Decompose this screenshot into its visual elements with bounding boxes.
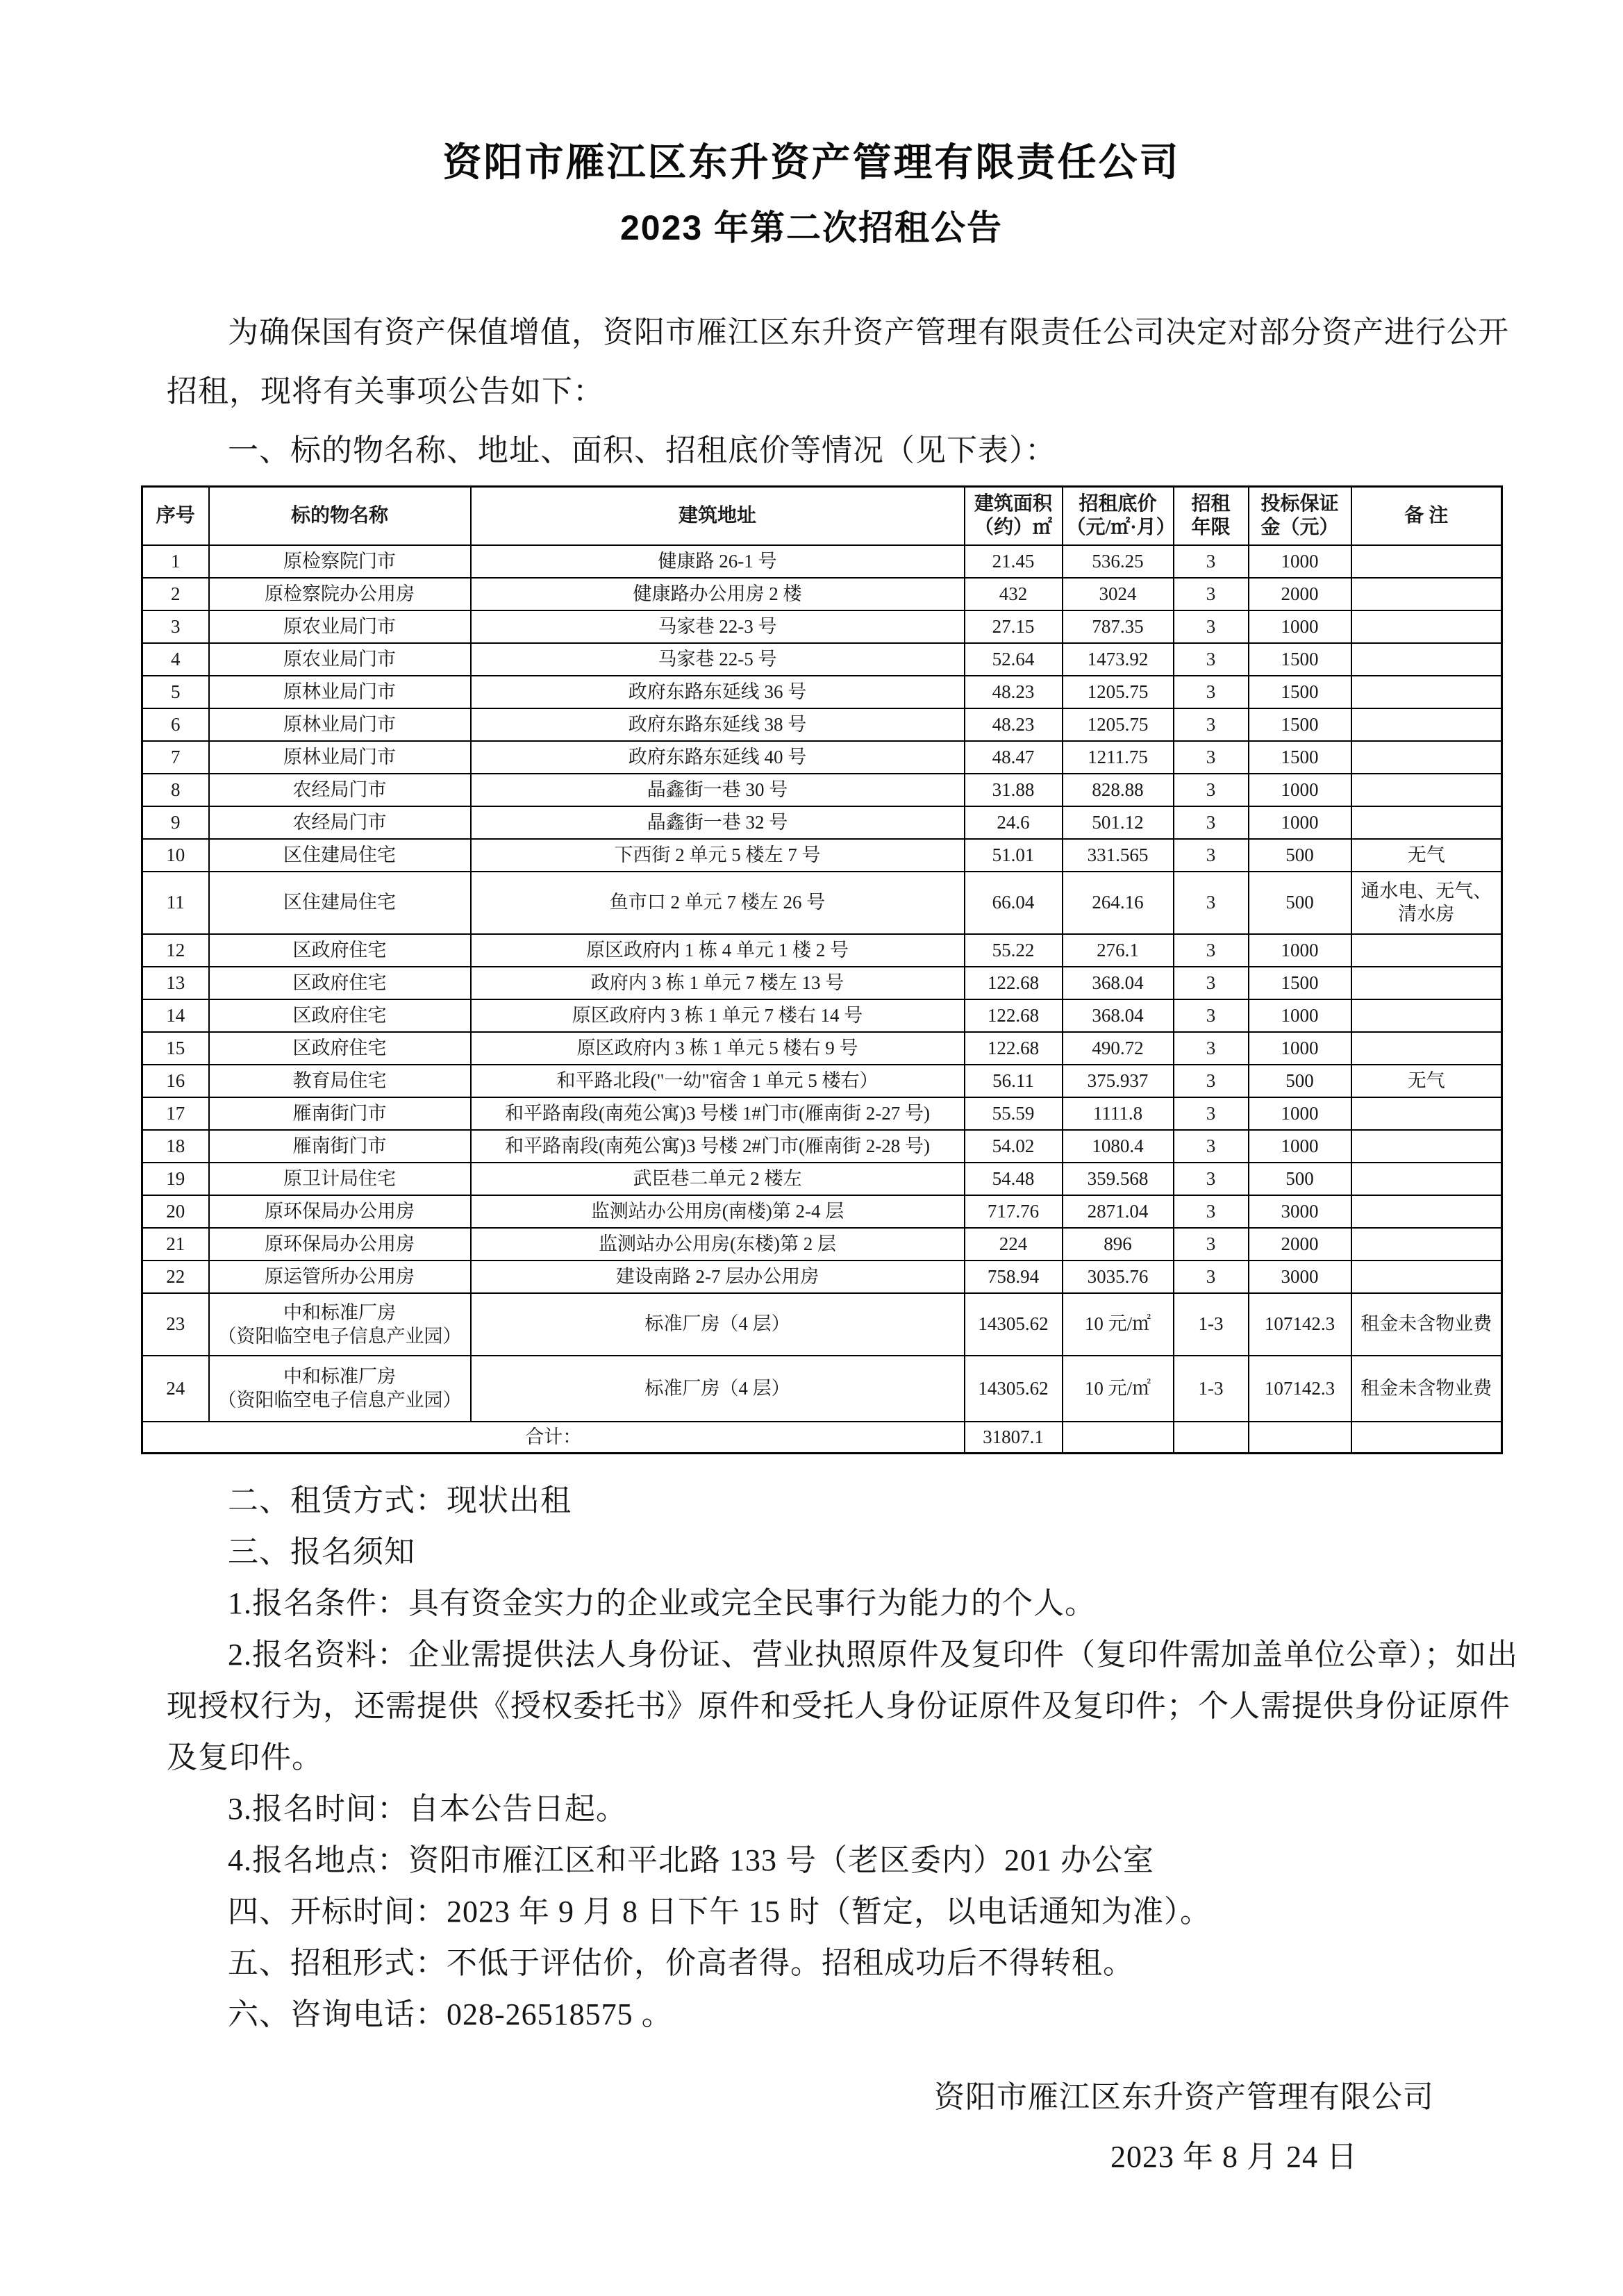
cell-deposit: 1500 bbox=[1249, 676, 1351, 708]
section-contact-phone: 六、咨询电话：028-26518575 。 bbox=[228, 1997, 673, 2031]
cell-address: 标准厂房（4 层） bbox=[471, 1356, 965, 1422]
cell-address: 标准厂房（4 层） bbox=[471, 1293, 965, 1356]
cell-remark bbox=[1351, 1032, 1502, 1065]
cell-price: 331.565 bbox=[1063, 839, 1174, 872]
cell-price: 490.72 bbox=[1063, 1032, 1174, 1065]
intro-block bbox=[167, 303, 1524, 480]
cell-name: 区政府住宅 bbox=[209, 999, 471, 1032]
cell-name: 原检察院门市 bbox=[209, 545, 471, 578]
cell-remark bbox=[1351, 643, 1502, 676]
cell-area: 55.22 bbox=[965, 934, 1063, 967]
item-registration-condition: 1.报名条件：具有资金实力的企业或完全民事行为能力的个人。 bbox=[228, 1586, 1096, 1620]
cell-remark bbox=[1351, 741, 1502, 774]
header-address: 建筑地址 bbox=[471, 487, 965, 545]
cell-no: 11 bbox=[142, 872, 209, 934]
cell-name: 区住建局住宅 bbox=[209, 872, 471, 934]
cell-area: 432 bbox=[965, 578, 1063, 610]
cell-name: 区住建局住宅 bbox=[209, 839, 471, 872]
cell-price: 368.04 bbox=[1063, 967, 1174, 999]
table-row bbox=[142, 967, 1502, 999]
cell-years: 3 bbox=[1174, 610, 1249, 643]
cell-price: 368.04 bbox=[1063, 999, 1174, 1032]
cell-name: 农经局门市 bbox=[209, 774, 471, 806]
cell-no: 20 bbox=[142, 1195, 209, 1228]
cell-name: 原林业局门市 bbox=[209, 741, 471, 774]
cell-deposit: 1000 bbox=[1249, 1130, 1351, 1163]
cell-deposit: 1000 bbox=[1249, 806, 1351, 839]
cell-remark bbox=[1351, 1195, 1502, 1228]
cell-years: 3 bbox=[1174, 1065, 1249, 1097]
cell-deposit: 1000 bbox=[1249, 774, 1351, 806]
section-rental-method: 二、租赁方式：现状出租 bbox=[228, 1483, 572, 1517]
signature-block bbox=[0, 2079, 1623, 2175]
cell-area: 717.76 bbox=[965, 1195, 1063, 1228]
cell-price: 1111.8 bbox=[1063, 1097, 1174, 1130]
cell-price: 264.16 bbox=[1063, 872, 1174, 934]
cell-address: 和平路北段("一幼"宿舍 1 单元 5 楼右） bbox=[471, 1065, 965, 1097]
total-row bbox=[142, 1422, 1502, 1454]
table-row bbox=[142, 1195, 1502, 1228]
rent-table bbox=[141, 485, 1503, 1454]
section-bid-opening-time: 四、开标时间：2023 年 9 月 8 日下午 15 时（暂定，以电话通知为准）。 bbox=[228, 1895, 1211, 1929]
cell-area: 224 bbox=[965, 1228, 1063, 1261]
cell-address: 原区政府内 3 栋 1 单元 7 楼右 14 号 bbox=[471, 999, 965, 1032]
cell-years: 3 bbox=[1174, 643, 1249, 676]
header-deposit: 投标保证 金（元） bbox=[1249, 487, 1351, 545]
table-row bbox=[142, 1032, 1502, 1065]
cell-address: 鱼市口 2 单元 7 楼左 26 号 bbox=[471, 872, 965, 934]
table-header-row bbox=[142, 487, 1502, 545]
cell-address: 政府东路东延线 38 号 bbox=[471, 708, 965, 741]
header-area: 建筑面积 （约）㎡ bbox=[965, 487, 1063, 545]
cell-area: 55.59 bbox=[965, 1097, 1063, 1130]
cell-price: 359.568 bbox=[1063, 1163, 1174, 1195]
cell-no: 18 bbox=[142, 1130, 209, 1163]
cell-name: 原农业局门市 bbox=[209, 610, 471, 643]
cell-name: 区政府住宅 bbox=[209, 934, 471, 967]
cell-price: 828.88 bbox=[1063, 774, 1174, 806]
cell-no: 8 bbox=[142, 774, 209, 806]
table-row bbox=[142, 578, 1502, 610]
section-rental-form: 五、招租形式：不低于评估价，价高者得。招租成功后不得转租。 bbox=[228, 1946, 1134, 1980]
cell-no: 12 bbox=[142, 934, 209, 967]
cell-address: 健康路办公用房 2 楼 bbox=[471, 578, 965, 610]
cell-no: 5 bbox=[142, 676, 209, 708]
cell-years: 3 bbox=[1174, 1261, 1249, 1293]
cell-deposit: 500 bbox=[1249, 1065, 1351, 1097]
cell-address: 健康路 26-1 号 bbox=[471, 545, 965, 578]
cell-years: 1-3 bbox=[1174, 1293, 1249, 1356]
page-title: 资阳市雁江区东升资产管理有限责任公司 bbox=[442, 140, 1181, 184]
table-row bbox=[142, 934, 1502, 967]
cell-remark bbox=[1351, 774, 1502, 806]
cell-deposit: 500 bbox=[1249, 839, 1351, 872]
cell-deposit: 1000 bbox=[1249, 545, 1351, 578]
cell-price: 501.12 bbox=[1063, 806, 1174, 839]
cell-name: 农经局门市 bbox=[209, 806, 471, 839]
cell-years: 3 bbox=[1174, 839, 1249, 872]
cell-area: 54.02 bbox=[965, 1130, 1063, 1163]
cell-remark bbox=[1351, 967, 1502, 999]
cell-area: 48.47 bbox=[965, 741, 1063, 774]
section-registration-notice: 三、报名须知 bbox=[228, 1535, 415, 1569]
cell-years: 3 bbox=[1174, 774, 1249, 806]
intro-paragraph: 为确保国有资产保值增值，资阳市雁江区东升资产管理有限责任公司决定对部分资产进行公开招租，现将有关事项公告如下： bbox=[167, 315, 1509, 408]
cell-area: 24.6 bbox=[965, 806, 1063, 839]
cell-address: 和平路南段(南苑公寓)3 号楼 2#门市(雁南街 2-28 号) bbox=[471, 1130, 965, 1163]
cell-remark bbox=[1351, 934, 1502, 967]
cell-deposit: 1000 bbox=[1249, 934, 1351, 967]
cell-years: 3 bbox=[1174, 1130, 1249, 1163]
cell-deposit: 107142.3 bbox=[1249, 1356, 1351, 1422]
cell-address: 马家巷 22-3 号 bbox=[471, 610, 965, 643]
cell-price: 10 元/㎡ bbox=[1063, 1356, 1174, 1422]
cell-area: 122.68 bbox=[965, 967, 1063, 999]
cell-name: 原运管所办公用房 bbox=[209, 1261, 471, 1293]
cell-no: 10 bbox=[142, 839, 209, 872]
item-registration-materials: 2.报名资料：企业需提供法人身份证、营业执照原件及复印件（复印件需加盖单位公章）；如出现授权行为，还需提供《授权委托书》原件和受托人身份证原件及复印件；个人需提供身份证原件及复印件。 bbox=[167, 1638, 1518, 1774]
total-remark-empty bbox=[1351, 1422, 1502, 1454]
cell-area: 54.48 bbox=[965, 1163, 1063, 1195]
table-row bbox=[142, 1261, 1502, 1293]
total-area: 31807.1 bbox=[965, 1422, 1063, 1454]
cell-price: 1473.92 bbox=[1063, 643, 1174, 676]
cell-deposit: 1000 bbox=[1249, 1032, 1351, 1065]
cell-deposit: 2000 bbox=[1249, 578, 1351, 610]
cell-years: 3 bbox=[1174, 967, 1249, 999]
cell-remark bbox=[1351, 1261, 1502, 1293]
cell-price: 536.25 bbox=[1063, 545, 1174, 578]
cell-address: 建设南路 2-7 层办公用房 bbox=[471, 1261, 965, 1293]
table-row bbox=[142, 1163, 1502, 1195]
signature-company: 资阳市雁江区东升资产管理有限公司 bbox=[934, 2080, 1434, 2114]
cell-area: 51.01 bbox=[965, 839, 1063, 872]
cell-years: 3 bbox=[1174, 1228, 1249, 1261]
cell-price: 1205.75 bbox=[1063, 708, 1174, 741]
cell-remark: 通水电、无气、清水房 bbox=[1351, 872, 1502, 934]
cell-address: 马家巷 22-5 号 bbox=[471, 643, 965, 676]
cell-years: 3 bbox=[1174, 545, 1249, 578]
cell-years: 3 bbox=[1174, 999, 1249, 1032]
cell-years: 3 bbox=[1174, 741, 1249, 774]
cell-remark bbox=[1351, 1097, 1502, 1130]
cell-address: 政府东路东延线 40 号 bbox=[471, 741, 965, 774]
cell-deposit: 1500 bbox=[1249, 741, 1351, 774]
cell-no: 15 bbox=[142, 1032, 209, 1065]
cell-remark bbox=[1351, 545, 1502, 578]
cell-name: 原环保局办公用房 bbox=[209, 1228, 471, 1261]
cell-years: 3 bbox=[1174, 676, 1249, 708]
cell-remark bbox=[1351, 1228, 1502, 1261]
cell-address: 政府东路东延线 36 号 bbox=[471, 676, 965, 708]
cell-price: 3024 bbox=[1063, 578, 1174, 610]
cell-name: 雁南街门市 bbox=[209, 1097, 471, 1130]
table-row bbox=[142, 676, 1502, 708]
item-registration-address: 4.报名地点：资阳市雁江区和平北路 133 号（老区委内）201 办公室 bbox=[228, 1843, 1154, 1877]
cell-no: 16 bbox=[142, 1065, 209, 1097]
cell-area: 758.94 bbox=[965, 1261, 1063, 1293]
cell-remark bbox=[1351, 1130, 1502, 1163]
cell-area: 56.11 bbox=[965, 1065, 1063, 1097]
table-row bbox=[142, 999, 1502, 1032]
table-row bbox=[142, 872, 1502, 934]
cell-price: 1080.4 bbox=[1063, 1130, 1174, 1163]
cell-no: 14 bbox=[142, 999, 209, 1032]
cell-no: 6 bbox=[142, 708, 209, 741]
cell-price: 3035.76 bbox=[1063, 1261, 1174, 1293]
header-name: 标的物名称 bbox=[209, 487, 471, 545]
cell-price: 375.937 bbox=[1063, 1065, 1174, 1097]
cell-years: 3 bbox=[1174, 1097, 1249, 1130]
table-row bbox=[142, 1097, 1502, 1130]
cell-address: 武臣巷二单元 2 楼左 bbox=[471, 1163, 965, 1195]
cell-area: 14305.62 bbox=[965, 1293, 1063, 1356]
cell-deposit: 3000 bbox=[1249, 1261, 1351, 1293]
cell-area: 31.88 bbox=[965, 774, 1063, 806]
cell-name: 原检察院办公用房 bbox=[209, 578, 471, 610]
cell-deposit: 1500 bbox=[1249, 643, 1351, 676]
cell-no: 21 bbox=[142, 1228, 209, 1261]
cell-address: 原区政府内 1 栋 4 单元 1 楼 2 号 bbox=[471, 934, 965, 967]
cell-area: 52.64 bbox=[965, 643, 1063, 676]
cell-area: 27.15 bbox=[965, 610, 1063, 643]
cell-name: 原环保局办公用房 bbox=[209, 1195, 471, 1228]
cell-area: 66.04 bbox=[965, 872, 1063, 934]
cell-address: 政府内 3 栋 1 单元 7 楼左 13 号 bbox=[471, 967, 965, 999]
cell-years: 3 bbox=[1174, 934, 1249, 967]
notice-sections bbox=[167, 1475, 1526, 2040]
cell-years: 1-3 bbox=[1174, 1356, 1249, 1422]
table-row bbox=[142, 839, 1502, 872]
cell-no: 4 bbox=[142, 643, 209, 676]
cell-price: 1205.75 bbox=[1063, 676, 1174, 708]
total-deposit-empty bbox=[1249, 1422, 1351, 1454]
cell-no: 24 bbox=[142, 1356, 209, 1422]
cell-name: 雁南街门市 bbox=[209, 1130, 471, 1163]
cell-remark: 租金未含物业费 bbox=[1351, 1293, 1502, 1356]
cell-remark bbox=[1351, 610, 1502, 643]
cell-no: 17 bbox=[142, 1097, 209, 1130]
cell-remark bbox=[1351, 999, 1502, 1032]
table-row bbox=[142, 774, 1502, 806]
cell-deposit: 1000 bbox=[1249, 610, 1351, 643]
cell-name: 原卫计局住宅 bbox=[209, 1163, 471, 1195]
cell-name: 区政府住宅 bbox=[209, 967, 471, 999]
cell-name: 教育局住宅 bbox=[209, 1065, 471, 1097]
cell-area: 122.68 bbox=[965, 1032, 1063, 1065]
cell-no: 2 bbox=[142, 578, 209, 610]
cell-remark: 租金未含物业费 bbox=[1351, 1356, 1502, 1422]
cell-years: 3 bbox=[1174, 1195, 1249, 1228]
cell-address: 晶鑫街一巷 32 号 bbox=[471, 806, 965, 839]
header-remark: 备 注 bbox=[1351, 487, 1502, 545]
cell-deposit: 500 bbox=[1249, 872, 1351, 934]
cell-address: 监测站办公用房(东楼)第 2 层 bbox=[471, 1228, 965, 1261]
cell-years: 3 bbox=[1174, 872, 1249, 934]
cell-remark: 无气 bbox=[1351, 839, 1502, 872]
cell-years: 3 bbox=[1174, 578, 1249, 610]
cell-deposit: 1000 bbox=[1249, 1097, 1351, 1130]
cell-area: 14305.62 bbox=[965, 1356, 1063, 1422]
cell-address: 原区政府内 3 栋 1 单元 5 楼右 9 号 bbox=[471, 1032, 965, 1065]
cell-deposit: 500 bbox=[1249, 1163, 1351, 1195]
cell-no: 23 bbox=[142, 1293, 209, 1356]
cell-area: 48.23 bbox=[965, 708, 1063, 741]
cell-name: 中和标准厂房 （资阳临空电子信息产业园） bbox=[209, 1356, 471, 1422]
cell-price: 276.1 bbox=[1063, 934, 1174, 967]
header-no: 序号 bbox=[142, 487, 209, 545]
section-heading-one: 一、标的物名称、地址、面积、招租底价等情况（见下表）： bbox=[228, 433, 1056, 467]
cell-price: 787.35 bbox=[1063, 610, 1174, 643]
table-row bbox=[142, 643, 1502, 676]
cell-deposit: 1000 bbox=[1249, 999, 1351, 1032]
cell-area: 122.68 bbox=[965, 999, 1063, 1032]
header-years: 招租 年限 bbox=[1174, 487, 1249, 545]
cell-years: 3 bbox=[1174, 708, 1249, 741]
cell-name: 中和标准厂房 （资阳临空电子信息产业园） bbox=[209, 1293, 471, 1356]
table-row bbox=[142, 1356, 1502, 1422]
cell-price: 2871.04 bbox=[1063, 1195, 1174, 1228]
table-row bbox=[142, 1065, 1502, 1097]
total-price-empty bbox=[1063, 1422, 1174, 1454]
cell-name: 原农业局门市 bbox=[209, 643, 471, 676]
cell-years: 3 bbox=[1174, 1163, 1249, 1195]
table-row bbox=[142, 1130, 1502, 1163]
cell-remark bbox=[1351, 806, 1502, 839]
cell-no: 7 bbox=[142, 741, 209, 774]
cell-price: 10 元/㎡ bbox=[1063, 1293, 1174, 1356]
table-row bbox=[142, 1293, 1502, 1356]
cell-name: 原林业局门市 bbox=[209, 708, 471, 741]
cell-remark bbox=[1351, 1163, 1502, 1195]
cell-remark bbox=[1351, 676, 1502, 708]
table-row bbox=[142, 1228, 1502, 1261]
cell-area: 21.45 bbox=[965, 545, 1063, 578]
cell-deposit: 1500 bbox=[1249, 708, 1351, 741]
header-price: 招租底价 （元/㎡·月） bbox=[1063, 487, 1174, 545]
cell-price: 1211.75 bbox=[1063, 741, 1174, 774]
page-subtitle: 2023 年第二次招租公告 bbox=[619, 208, 1004, 247]
cell-name: 原林业局门市 bbox=[209, 676, 471, 708]
cell-address: 监测站办公用房(南楼)第 2-4 层 bbox=[471, 1195, 965, 1228]
cell-deposit: 107142.3 bbox=[1249, 1293, 1351, 1356]
cell-name: 区政府住宅 bbox=[209, 1032, 471, 1065]
cell-remark bbox=[1351, 578, 1502, 610]
table-row bbox=[142, 741, 1502, 774]
total-years-empty bbox=[1174, 1422, 1249, 1454]
cell-no: 22 bbox=[142, 1261, 209, 1293]
cell-remark: 无气 bbox=[1351, 1065, 1502, 1097]
cell-remark bbox=[1351, 708, 1502, 741]
cell-address: 下西街 2 单元 5 楼左 7 号 bbox=[471, 839, 965, 872]
cell-no: 13 bbox=[142, 967, 209, 999]
cell-address: 晶鑫街一巷 30 号 bbox=[471, 774, 965, 806]
table-row bbox=[142, 806, 1502, 839]
cell-deposit: 3000 bbox=[1249, 1195, 1351, 1228]
cell-price: 896 bbox=[1063, 1228, 1174, 1261]
cell-no: 19 bbox=[142, 1163, 209, 1195]
cell-years: 3 bbox=[1174, 806, 1249, 839]
cell-address: 和平路南段(南苑公寓)3 号楼 1#门市(雁南街 2-27 号) bbox=[471, 1097, 965, 1130]
cell-area: 48.23 bbox=[965, 676, 1063, 708]
cell-no: 1 bbox=[142, 545, 209, 578]
cell-deposit: 2000 bbox=[1249, 1228, 1351, 1261]
cell-years: 3 bbox=[1174, 1032, 1249, 1065]
item-registration-time: 3.报名时间：自本公告日起。 bbox=[228, 1792, 627, 1826]
table-row bbox=[142, 545, 1502, 578]
table-row bbox=[142, 610, 1502, 643]
cell-deposit: 1500 bbox=[1249, 967, 1351, 999]
cell-no: 9 bbox=[142, 806, 209, 839]
cell-no: 3 bbox=[142, 610, 209, 643]
signature-date: 2023 年 8 月 24 日 bbox=[1110, 2140, 1358, 2174]
total-label: 合计： bbox=[142, 1422, 965, 1454]
table-row bbox=[142, 708, 1502, 741]
